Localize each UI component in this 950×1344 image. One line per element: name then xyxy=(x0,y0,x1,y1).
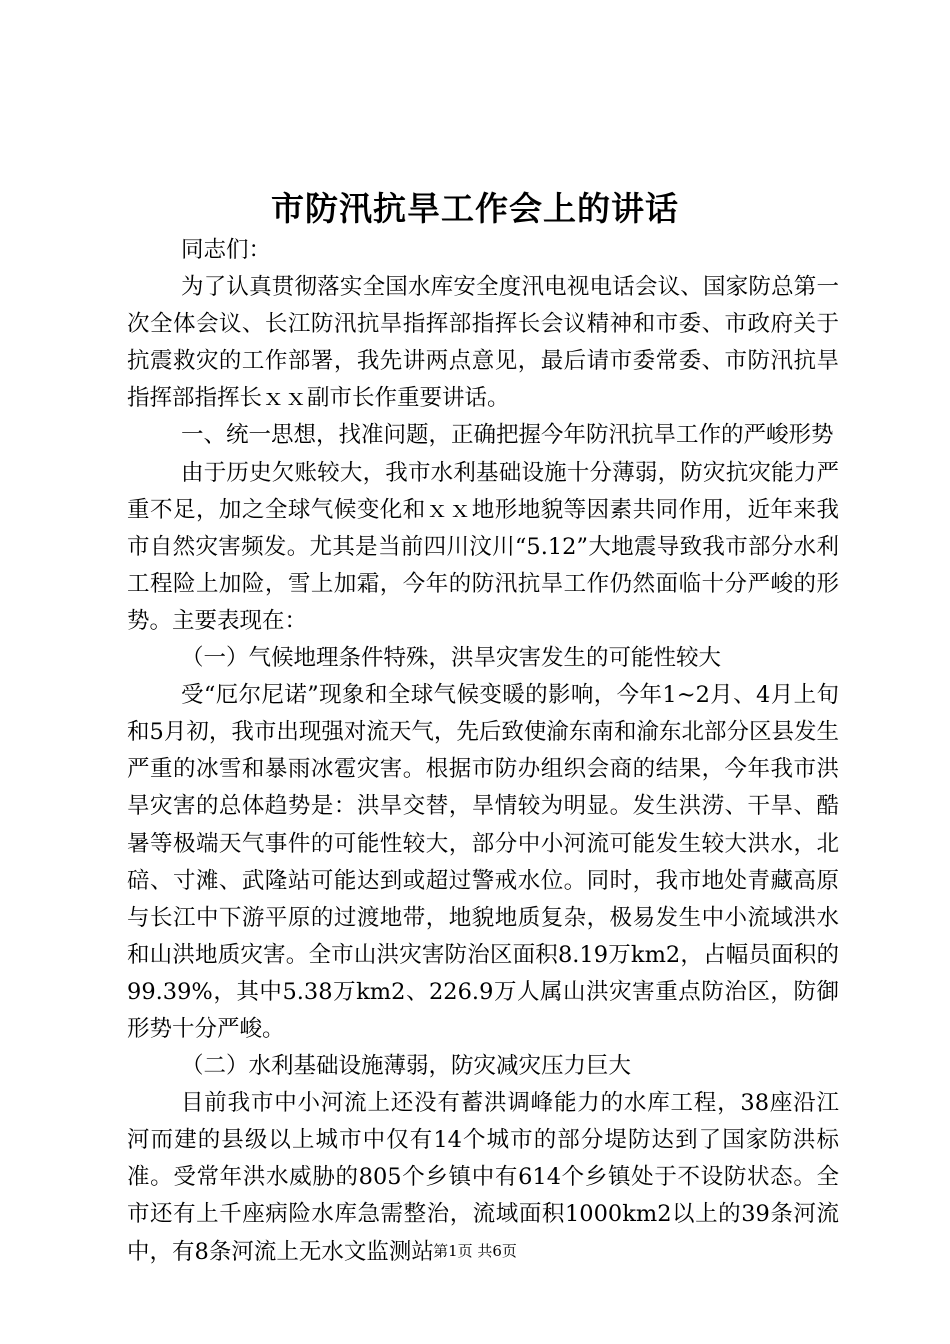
paragraph-situation: 由于历史欠账较大，我市水利基础设施十分薄弱，防灾抗灾能力严重不足，加之全球气候变化和ｘｘ地形地貌等因素共同作用，近年来我市自然灾害频发。尤其是当前四川汶川“5.12”大地震导致我市部分水利工程险上加险，雪上加霜，今年的防汛抗旱工作仍然面临十分严峻的形势。主要表现在： xyxy=(127,459,839,634)
subsection-heading-1: （一）气候地理条件特殊，洪旱灾害发生的可能性较大 xyxy=(181,645,722,672)
document-title: 市防汛抗旱工作会上的讲话 xyxy=(271,189,679,228)
paragraph-climate: 受“厄尔尼诺”现象和全球气候变暖的影响，今年1~2月、4月上旬和5月初，我市出现强对流天气，先后致使渝东南和渝东北部分区县发生严重的冰雪和暴雨冰雹灾害。根据市防办组织会商的结果，今年我市洪旱灾害的总体趋势是：洪旱交替，旱情较为明显。发生洪涝、干旱、酷暑等极端天气事件的可能性较大，部分中小河流可能发生较大洪水，北碚、寸滩、武隆站可能达到或超过警戒水位。同时，我市地处青藏高原与长江中下游平原的过渡地带，地貌地质复杂，极易发生中小流域洪水和山洪地质灾害。全市山洪灾害防治区面积8.19万km2，占幅员面积的99.39%，其中5.38万km2、226.9万人属山洪灾害重点防治区，防御形势十分严峻。 xyxy=(127,682,839,1042)
paragraph-infrastructure: 目前我市中小河流上还没有蓄洪调峰能力的水库工程，38座沿江河而建的县级以上城市中仅有14个城市的部分堤防达到了国家防洪标准。受常年洪水威胁的805个乡镇中有614个乡镇处于不设防状态。全市还有上千座病险水库急需整治，流域面积1000km2以上的39条河流中，有8条河流上无水文监测站 xyxy=(127,1090,839,1265)
subsection-heading-2: （二）水利基础设施薄弱，防灾减灾压力巨大 xyxy=(181,1053,632,1080)
page-number-footer: 第1页 共6页 xyxy=(433,1242,517,1260)
section-heading-1: 一、统一思想，找准问题，正确把握今年防汛抗旱工作的严峻形势 xyxy=(181,422,834,449)
document-body xyxy=(127,232,839,1271)
salutation: 同志们： xyxy=(181,237,272,263)
paragraph-intro: 为了认真贯彻落实全国水库安全度汛电视电话会议、国家防总第一次全体会议、长江防汛抗旱指挥部指挥长会议精神和市委、市政府关于抗震救灾的工作部署，我先讲两点意见，最后请市委常委、市防汛抗旱指挥部指挥长ｘｘ副市长作重要讲话。 xyxy=(127,274,839,412)
